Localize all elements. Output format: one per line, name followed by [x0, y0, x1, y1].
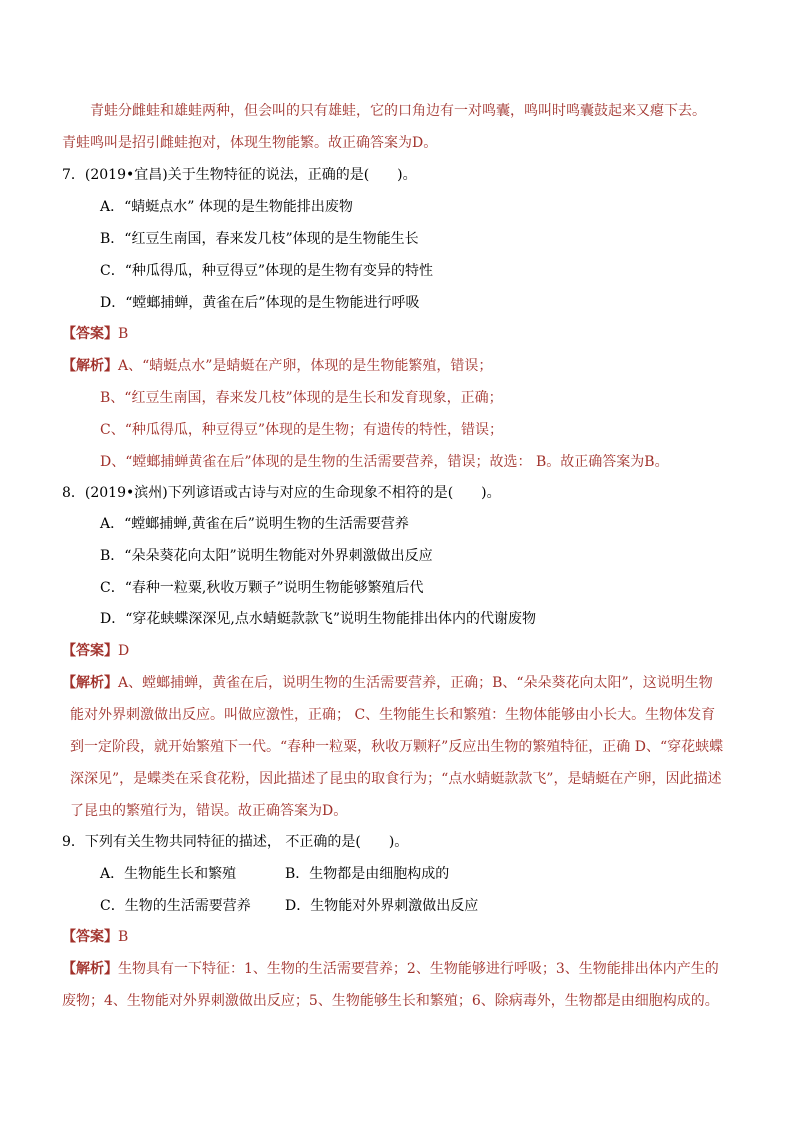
q8-answer-tag: 【答案】	[62, 643, 118, 659]
q7-analysis-line-2: B、“红豆生南国，春来发几枝”体现的是生长和发育现象，正确；	[100, 390, 503, 406]
q8-answer	[62, 641, 129, 661]
q9-answer	[62, 927, 128, 947]
q6-analysis-line-2: 青蛙鸣叫是招引雌蛙抱对，体现生物能繁。故正确答案为D。	[62, 135, 438, 151]
q8-stem: 8．(2019•滨州)下列谚语或古诗与对应的生命现象不相符的是( )。	[62, 485, 501, 501]
q8-analysis-line-3: 到一定阶段，就开始繁殖下一代。“春种一粒粟，秋收万颗籽”反应出生物的繁殖特征，正确 D、“穿花蛱蝶	[70, 739, 724, 755]
q9-analysis-line-1	[62, 959, 719, 979]
q8-answer-value: D	[118, 643, 130, 659]
q9-answer-tag: 【答案】	[62, 929, 118, 945]
q7-stem: 7．(2019•宜昌)关于生物特征的说法，正确的是( )。	[62, 167, 417, 183]
q7-option-c: C．“种瓜得瓜，种豆得豆”体现的是生物有变异的特性	[100, 263, 434, 279]
q9-stem: 9．下列有关生物共同特征的描述， 不正确的是( )。	[62, 834, 409, 850]
q6-analysis-line-1: 青蛙分雌蛙和雄蛙两种，但会叫的只有雄蛙，它的口角边有一对鸣囊，鸣叫时鸣囊鼓起来又瘪下去。	[90, 103, 706, 119]
q9-option-b: B．生物都是由细胞构成的	[285, 866, 450, 882]
q9-analysis-text-1: 生物具有一下特征：1、生物的生活需要营养；2、生物能够进行呼吸；3、生物能排出体内产生的	[118, 961, 719, 977]
q8-analysis-line-2: 能对外界刺激做出反应。叫做应激性，正确； C、生物能生长和繁殖：生物体能够由小长大。生物体发育	[70, 707, 716, 723]
q8-option-a: A．“螳螂捕蝉,黄雀在后”说明生物的生活需要营养	[100, 516, 409, 532]
q7-analysis-line-3: C、“种瓜得瓜，种豆得豆”体现的是生物；有遗传的特性，错误；	[100, 422, 504, 438]
q9-analysis-tag: 【解析】	[62, 961, 118, 977]
q9-answer-value: B	[118, 929, 129, 945]
q9-options-row-1	[100, 864, 449, 884]
q8-option-b: B．“朵朵葵花向太阳”说明生物能对外界刺激做出反应	[100, 548, 433, 564]
q9-analysis-line-2: 废物；4、生物能对外界刺激做出反应；5、生物能够生长和繁殖；6、除病毒外，生物都是由细胞构成的。	[62, 993, 719, 1009]
q8-option-d: D．“穿花蛱蝶深深见,点水蜻蜓款款飞”说明生物能排出体内的代谢废物	[100, 611, 536, 627]
q7-answer-value: B	[118, 326, 129, 342]
q7-analysis-text-1: A、“蜻蜓点水”是蜻蜓在产卵，体现的是生物能繁殖，错误；	[118, 358, 493, 374]
q8-analysis-text-1: A、螳螂捕蝉，黄雀在后，说明生物的生活需要营养，正确；B、“朵朵葵花向太阳”，这说明生物	[118, 675, 713, 691]
q8-analysis-line-5: 了昆虫的繁殖行为，错误。故正确答案为D。	[70, 803, 348, 819]
q7-analysis-tag: 【解析】	[62, 358, 118, 374]
q9-options-row-2	[100, 896, 478, 916]
q7-answer-tag: 【答案】	[62, 326, 118, 342]
q9-option-c: C．生物的生活需要营养	[100, 898, 251, 914]
q7-analysis-line-4: D、“螳螂捕蝉黄雀在后”体现的是生物的生活需要营养，错误；故选： B。故正确答案为B。	[100, 454, 669, 470]
q9-option-d: D．生物能对外界刺激做出反应	[285, 898, 479, 914]
q7-option-a: A．“蜻蜓点水” 体现的是生物能排出废物	[100, 199, 353, 215]
q8-analysis-line-4: 深深见”，是蝶类在采食花粉，因此描述了昆虫的取食行为；“点水蜻蜓款款飞”，是蜻蜓在产卵，因此描述	[70, 771, 722, 787]
q8-option-c: C．“春种一粒粟,秋收万颗子”说明生物能够繁殖后代	[100, 580, 424, 596]
q9-option-a: A．生物能生长和繁殖	[100, 866, 237, 882]
q8-analysis-tag: 【解析】	[62, 675, 118, 691]
q7-analysis-line-1	[62, 356, 492, 376]
q7-option-d: D．“螳螂捕蝉，黄雀在后”体现的是生物能进行呼吸	[100, 295, 420, 311]
q7-answer	[62, 324, 128, 344]
q8-analysis-line-1	[62, 673, 713, 693]
q7-option-b: B．“红豆生南国，春来发几枝”体现的是生物能生长	[100, 231, 419, 247]
